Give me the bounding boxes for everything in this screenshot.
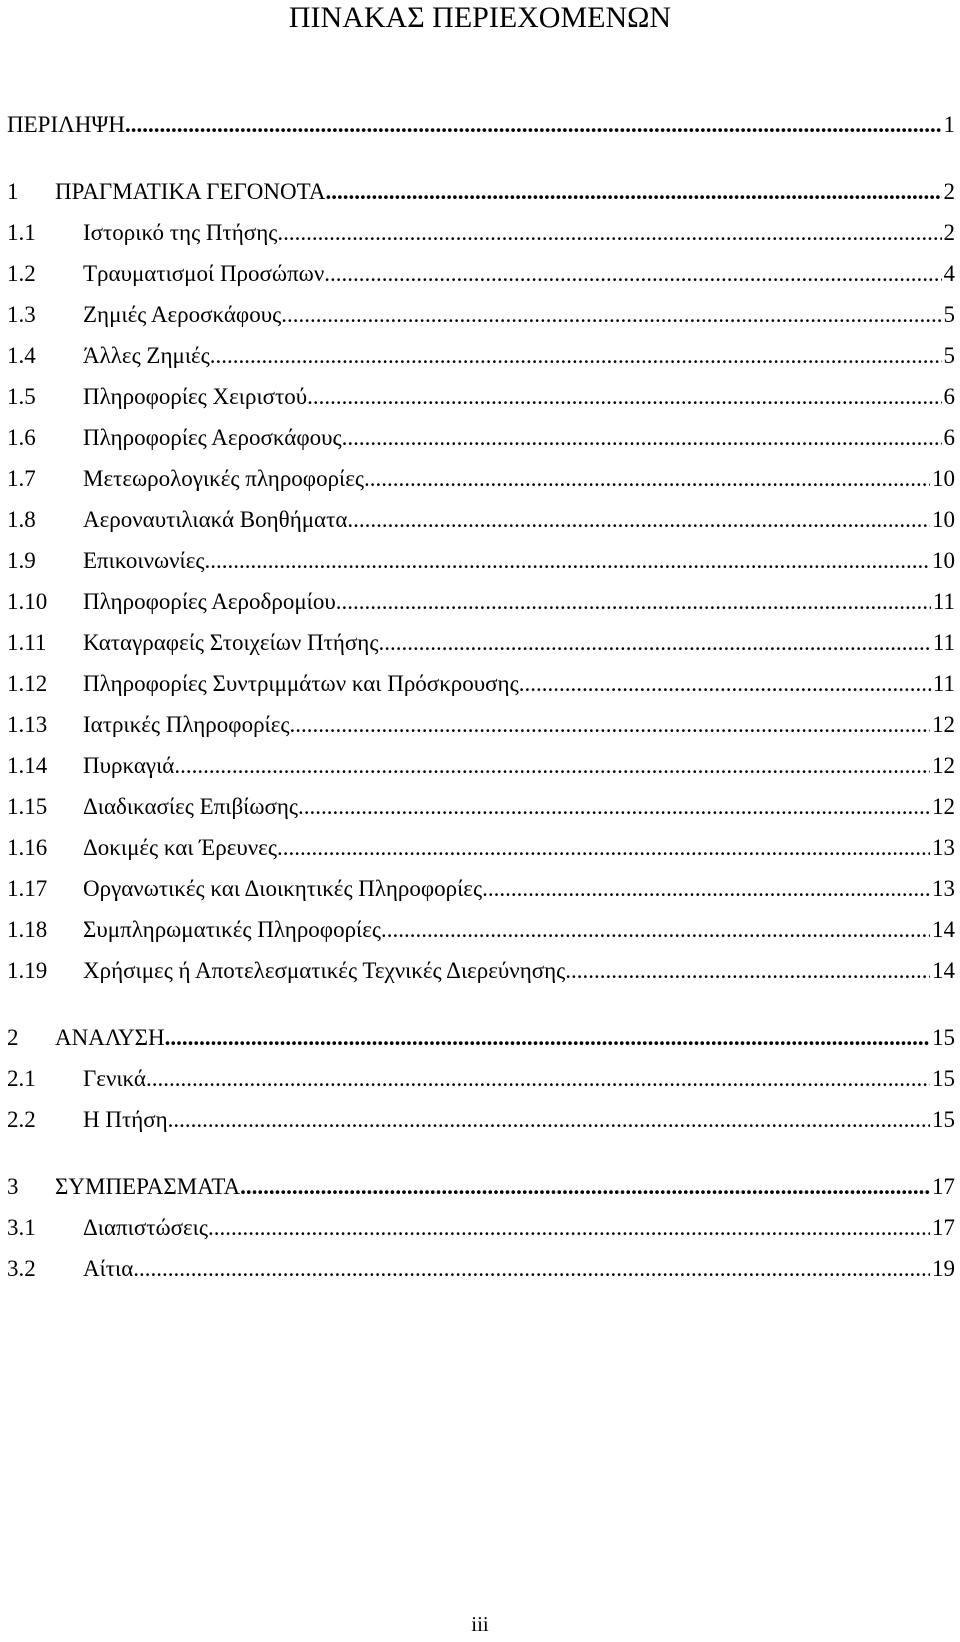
- toc-entry-text: Ιστορικό της Πτήσης: [83, 220, 278, 245]
- toc-entry-number: 1.15: [7, 794, 48, 819]
- toc-entry-number: 1.16: [7, 835, 48, 860]
- toc-entry-2-2[interactable]: [7, 1099, 955, 1140]
- toc-entry-text: Αίτια: [83, 1256, 134, 1281]
- toc-entry-text: Η Πτήση: [83, 1107, 168, 1132]
- toc-leader-dots: [325, 171, 941, 212]
- toc-leader-dots: [347, 499, 930, 540]
- toc-entry-page: 2: [943, 179, 955, 204]
- toc-leader-dots: [208, 1207, 930, 1248]
- toc-entry-text: ΠΡΑΓΜΑΤΙΚΑ ΓΕΓΟΝΟΤΑ: [55, 179, 326, 204]
- table-of-contents: [7, 104, 955, 1289]
- toc-entry-page: 10: [932, 507, 955, 532]
- toc-entry-1-18[interactable]: [7, 909, 955, 950]
- toc-entry-page: 10: [932, 548, 955, 573]
- toc-entry-text: Πληροφορίες Αεροσκάφους: [83, 425, 342, 450]
- toc-sections-chapter-1: [7, 212, 955, 991]
- toc-entry-page: 19: [932, 1256, 955, 1281]
- toc-entry-number: 1.12: [7, 671, 48, 696]
- toc-leader-dots: [133, 1248, 930, 1289]
- toc-entry-1-15[interactable]: [7, 786, 955, 827]
- toc-entry-page: 4: [943, 261, 955, 286]
- toc-leader-dots: [174, 745, 930, 786]
- toc-entry-2-1[interactable]: [7, 1058, 955, 1099]
- toc-entry-1-17[interactable]: [7, 868, 955, 909]
- page-title: ΠΙΝΑΚΑΣ ΠΕΡΙΕΧΟΜΕΝΩΝ: [288, 1, 672, 34]
- toc-entry-page: 10: [932, 466, 955, 491]
- toc-entry-page: 13: [932, 876, 955, 901]
- toc-leader-dots: [168, 1099, 930, 1140]
- toc-entry-summary[interactable]: [7, 104, 955, 145]
- toc-entry-page: 13: [932, 835, 955, 860]
- toc-entry-number: 1.3: [7, 302, 36, 327]
- toc-entry-text: Διαπιστώσεις: [83, 1215, 208, 1240]
- toc-entry-number: 1.13: [7, 712, 48, 737]
- toc-entry-page: 2: [943, 220, 955, 245]
- toc-entry-number: 1.14: [7, 753, 48, 778]
- toc-leader-dots: [210, 335, 942, 376]
- toc-entry-1-14[interactable]: [7, 745, 955, 786]
- toc-entry-text: Συμπληρωματικές Πληροφορίες: [83, 917, 382, 942]
- toc-entry-number: 3.2: [7, 1256, 36, 1281]
- toc-entry-text: Ιατρικές Πληροφορίες: [83, 712, 290, 737]
- toc-entry-page: 11: [932, 589, 955, 614]
- toc-entry-page: 11: [932, 671, 955, 696]
- toc-leader-dots: [290, 704, 931, 745]
- toc-entry-1-12[interactable]: [7, 663, 955, 704]
- toc-entry-1-13[interactable]: [7, 704, 955, 745]
- toc-entry-number: 2: [7, 1025, 19, 1050]
- toc-entry-number: 1.10: [7, 589, 48, 614]
- toc-entry-text: ΑΝΑΛΥΣΗ: [55, 1025, 165, 1050]
- toc-entry-number: 1.4: [7, 343, 36, 368]
- toc-entry-1-2[interactable]: [7, 253, 955, 294]
- toc-leader-dots: [281, 294, 941, 335]
- toc-leader-dots: [146, 1058, 930, 1099]
- toc-leader-dots: [277, 212, 941, 253]
- toc-entry-number: 1.1: [7, 220, 36, 245]
- toc-entry-page: 6: [943, 425, 955, 450]
- toc-entry-1-19[interactable]: [7, 950, 955, 991]
- toc-leader-dots: [205, 540, 930, 581]
- toc-entry-page: 6: [943, 384, 955, 409]
- toc-leader-dots: [307, 376, 941, 417]
- toc-entry-page: 12: [932, 712, 955, 737]
- toc-entry-page: 12: [932, 794, 955, 819]
- toc-leader-dots: [482, 868, 930, 909]
- toc-entry-page: 12: [932, 753, 955, 778]
- toc-entry-text: Πληροφορίες Χειριστού: [83, 384, 308, 409]
- page-number: iii: [471, 1612, 489, 1636]
- toc-entry-page: 15: [932, 1066, 955, 1091]
- toc-entry-1-16[interactable]: [7, 827, 955, 868]
- section-gap: [7, 991, 955, 1017]
- toc-entry-number: 3: [7, 1174, 19, 1199]
- toc-leader-dots: [336, 581, 931, 622]
- toc-leader-dots: [125, 104, 942, 145]
- toc-entry-page: 11: [932, 630, 955, 655]
- toc-leader-dots: [378, 622, 930, 663]
- toc-entry-text: Πληροφορίες Αεροδρομίου: [83, 589, 336, 614]
- toc-entry-1-1[interactable]: [7, 212, 955, 253]
- toc-entry-text: Ζημιές Αεροσκάφους: [83, 302, 282, 327]
- toc-leader-dots: [277, 827, 930, 868]
- toc-entry-number: 1.19: [7, 958, 48, 983]
- toc-entry-text: Πυρκαγιά: [83, 753, 175, 778]
- toc-entry-text: Πληροφορίες Συντριμμάτων και Πρόσκρουσης: [83, 671, 519, 696]
- toc-leader-dots: [240, 1166, 930, 1207]
- toc-entry-text: Δοκιμές και Έρευνες: [83, 835, 277, 860]
- toc-entry-number: 3.1: [7, 1215, 36, 1240]
- toc-entry-number: 1.17: [7, 876, 48, 901]
- toc-entry-page: 17: [932, 1174, 955, 1199]
- toc-entry-1-4[interactable]: [7, 335, 955, 376]
- toc-entry-text: Οργανωτικές και Διοικητικές Πληροφορίες: [83, 876, 483, 901]
- toc-sections-chapter-2: [7, 1058, 955, 1140]
- toc-entry-number: 1.5: [7, 384, 36, 409]
- toc-entry-page: 17: [932, 1215, 955, 1240]
- toc-leader-dots: [298, 786, 930, 827]
- toc-entry-text: Τραυματισμοί Προσώπων: [83, 261, 325, 286]
- toc-entry-page: 5: [943, 302, 955, 327]
- toc-entry-1-5[interactable]: [7, 376, 955, 417]
- toc-chapter-2[interactable]: [7, 1017, 955, 1058]
- toc-entry-text: Γενικά: [83, 1066, 146, 1091]
- toc-entry-text: ΠΕΡΙΛΗΨΗ: [7, 112, 125, 137]
- toc-leader-dots: [381, 909, 930, 950]
- toc-entry-number: 1.7: [7, 466, 36, 491]
- toc-entry-text: Διαδικασίες Επιβίωσης: [83, 794, 299, 819]
- section-gap: [7, 1140, 955, 1166]
- toc-chapter-3[interactable]: [7, 1166, 955, 1207]
- toc-entry-3-2[interactable]: [7, 1248, 955, 1289]
- toc-entry-page: 14: [932, 958, 955, 983]
- toc-entry-number: 2.1: [7, 1066, 36, 1091]
- toc-entry-3-1[interactable]: [7, 1207, 955, 1248]
- toc-entry-text: Άλλες Ζημιές: [83, 343, 210, 368]
- toc-entry-number: 1.18: [7, 917, 48, 942]
- toc-leader-dots: [519, 663, 931, 704]
- toc-entry-number: 1: [7, 179, 19, 204]
- toc-entry-page: 5: [943, 343, 955, 368]
- toc-leader-dots: [565, 950, 930, 991]
- toc-entry-text: Καταγραφείς Στοιχείων Πτήσης: [83, 630, 379, 655]
- toc-entry-number: 1.9: [7, 548, 36, 573]
- section-gap: [7, 145, 955, 171]
- toc-leader-dots: [364, 458, 930, 499]
- toc-leader-dots: [324, 253, 941, 294]
- toc-entry-text: Χρήσιμες ή Αποτελεσματικές Τεχνικές Διερεύνησης: [83, 958, 566, 983]
- toc-entry-1-9[interactable]: [7, 540, 955, 581]
- toc-entry-text: ΣΥΜΠΕΡΑΣΜΑΤΑ: [55, 1174, 241, 1199]
- toc-entry-1-6[interactable]: [7, 417, 955, 458]
- toc-entry-text: Μετεωρολογικές πληροφορίες: [83, 466, 365, 491]
- toc-entry-page: 14: [932, 917, 955, 942]
- toc-entry-page: 1: [943, 112, 955, 137]
- toc-entry-page: 15: [932, 1025, 955, 1050]
- toc-entry-1-11[interactable]: [7, 622, 955, 663]
- toc-entry-text: Αεροναυτιλιακά Βοηθήματα: [83, 507, 348, 532]
- toc-entry-text: Επικοινωνίες: [83, 548, 205, 573]
- toc-entry-number: 2.2: [7, 1107, 36, 1132]
- toc-chapter-1[interactable]: [7, 171, 955, 212]
- toc-leader-dots: [165, 1017, 930, 1058]
- toc-entry-number: 1.6: [7, 425, 36, 450]
- toc-entry-number: 1.11: [7, 630, 47, 655]
- toc-entry-number: 1.2: [7, 261, 36, 286]
- toc-entry-page: 15: [932, 1107, 955, 1132]
- toc-entry-1-10[interactable]: [7, 581, 955, 622]
- toc-entry-1-7[interactable]: [7, 458, 955, 499]
- toc-leader-dots: [342, 417, 942, 458]
- toc-entry-number: 1.8: [7, 507, 36, 532]
- toc-entry-1-3[interactable]: [7, 294, 955, 335]
- toc-sections-chapter-3: [7, 1207, 955, 1289]
- toc-entry-1-8[interactable]: [7, 499, 955, 540]
